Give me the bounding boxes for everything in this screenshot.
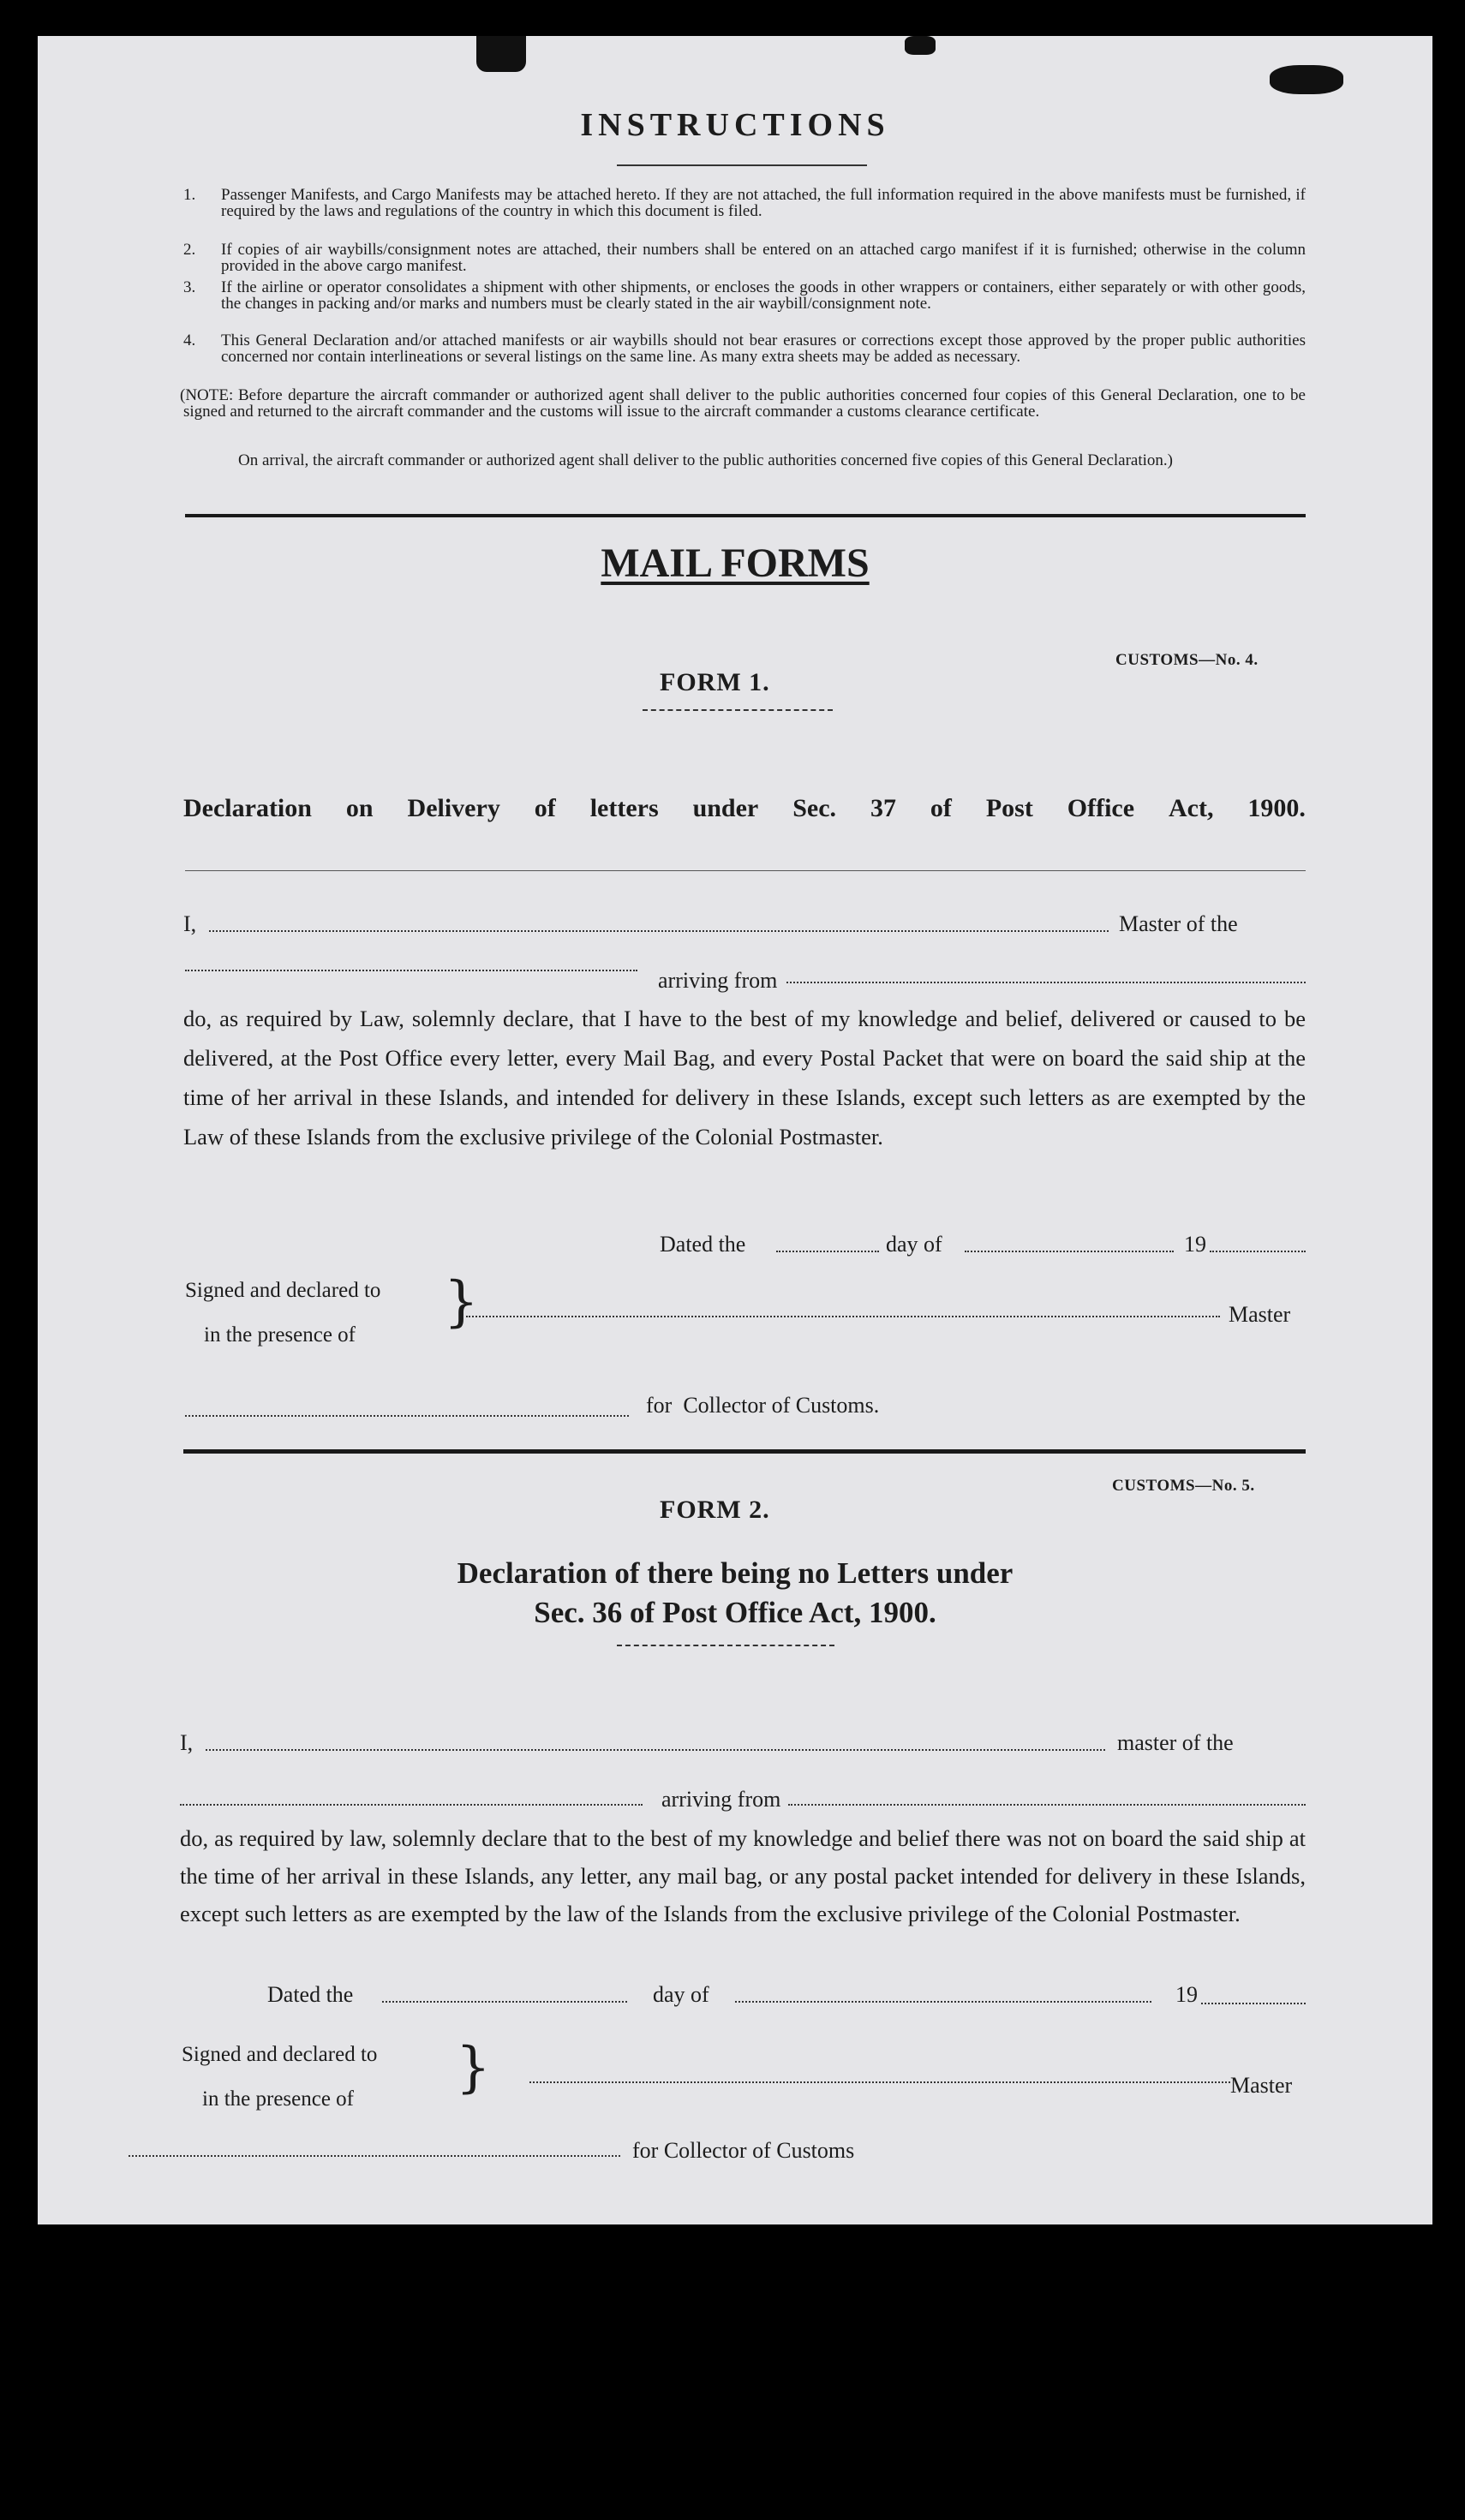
form2-collector-label: for Collector of Customs — [632, 2138, 855, 2163]
instruction-item-4 — [183, 332, 1306, 384]
form1-signed-line2: in the presence of — [204, 1323, 356, 1347]
heading-word: on — [345, 794, 374, 822]
heading-word: 37 — [870, 794, 896, 822]
form2-declaration-line1: Declaration of there being no Letters under — [457, 1556, 1014, 1590]
heading-word: 1900. — [1247, 794, 1306, 822]
form1-arriving-from: arriving from — [658, 968, 778, 993]
heading-word: Declaration — [183, 794, 312, 822]
form2-signed-line1: Signed and declared to — [182, 2043, 378, 2066]
instruction-note — [180, 386, 1306, 481]
form2-customs-number: CUSTOMS—No. 5. — [1112, 1477, 1255, 1495]
form2-master-label: Master — [1230, 2073, 1293, 2098]
form1-month-field[interactable] — [965, 1239, 1174, 1252]
heading-word: Post — [985, 794, 1033, 822]
ink-blot-right — [1270, 65, 1343, 94]
form1-master-label: Master — [1229, 1302, 1291, 1327]
form1-year-field[interactable] — [1210, 1239, 1306, 1252]
instruction-number: 4. — [183, 331, 196, 349]
heading-word: of — [534, 794, 556, 822]
form1-name-field[interactable] — [209, 918, 1109, 932]
form2-year-label: 19 — [1175, 1982, 1198, 2007]
form2-title-underline — [617, 1645, 834, 1647]
form2-name-field[interactable] — [206, 1737, 1105, 1751]
form1-title-underline — [643, 709, 833, 712]
section-divider — [185, 514, 1306, 517]
note-text-1: Before departure the aircraft commander or authorized agent shall deliver to the public authorities concerned four copies of this General Declaration, one to be signed and returned to the aircraft commander and the customs will issue to the aircraft commander a customs clearance certificate. — [183, 386, 1306, 421]
form-divider — [183, 1449, 1306, 1454]
form1-brace: } — [444, 1270, 479, 1334]
heading-word: Delivery — [407, 794, 500, 822]
form2-day-of: day of — [653, 1982, 709, 2007]
form1-body-text: do, as required by Law, solemnly declare, that I have to the best of my knowledge and belief, delivered or caused to be delivered, at the Post Office every letter, every Mail Bag, and every Postal Packet that were on board the said ship at the time of her arrival in these Islands, and intended for delivery in these Islands, except such letters as are exempted by the Law of these Islands from the exclusive privilege of the Colonial Postmaster. — [183, 1006, 1306, 1150]
note-text-2: On arrival, the aircraft commander or authorized agent shall deliver to the public authorities concerned five copies of this General Declaration.) — [238, 451, 1173, 469]
heading-word: under — [692, 794, 759, 822]
form2-collector-signature-field[interactable] — [129, 2143, 620, 2157]
form1-ship-field[interactable] — [185, 958, 637, 971]
form2-arriving-from: arriving from — [661, 1787, 781, 1812]
heading-word: letters — [589, 794, 659, 822]
title-underline — [617, 164, 867, 166]
instruction-text: Passenger Manifests, and Cargo Manifests may be attached hereto. If they are not attached, the full information required in the above manifests must be furnished, if required by the laws and regulations of the country in which this document is filed. — [221, 186, 1306, 220]
form1-i-label: I, — [183, 911, 197, 936]
form2-declaration-line2: Sec. 36 of Post Office Act, 1900. — [534, 1596, 936, 1629]
form1-customs-number: CUSTOMS—No. 4. — [1115, 651, 1259, 669]
form2-date-field[interactable] — [382, 1989, 627, 2003]
form1-dated-the: Dated the — [660, 1232, 746, 1257]
note-lead: (NOTE: — [180, 386, 234, 404]
form2-arriving-from-field[interactable] — [788, 1792, 1306, 1806]
form1-collector-signature-field[interactable] — [185, 1403, 629, 1417]
form2-body-text: do, as required by law, solemnly declare that to the best of my knowledge and belief there was not on board the said ship at the time of her arrival in these Islands, any letter, any mail bag, or any postal packet intended for delivery in these Islands, except such letters as are exempted by the law of the Islands from the exclusive privilege of the Colonial Postmaster. — [180, 1825, 1306, 1926]
form1-signed-line1: Signed and declared to — [185, 1279, 381, 1302]
instruction-number: 1. — [183, 186, 196, 204]
form2-year-field[interactable] — [1201, 1991, 1306, 2004]
form1-arriving-from-field[interactable] — [786, 970, 1306, 983]
ink-blot-left — [476, 36, 526, 72]
document-page — [38, 36, 1432, 2224]
instruction-text: If the airline or operator consolidates a shipment with other shipments, or encloses the goods in other wrappers or containers, either separately or with other goods, the changes in packing and/or marks and numbers must be clearly stated in the air waybill/consignment note. — [221, 278, 1306, 313]
form1-day-of: day of — [886, 1232, 942, 1257]
form2-dated-the: Dated the — [267, 1982, 354, 2007]
form1-master-signature-field[interactable] — [466, 1304, 1220, 1317]
form2-signed-line2: in the presence of — [202, 2087, 355, 2111]
heading-word: Sec. — [792, 794, 837, 822]
heading-word: of — [930, 794, 952, 822]
instruction-text: If copies of air waybills/consignment notes are attached, their numbers shall be entered on an attached cargo manifest if it is furnished; otherwise in the column provided in the above cargo manifest. — [221, 241, 1306, 275]
form2-month-field[interactable] — [735, 1989, 1151, 2003]
form2-ship-field[interactable] — [180, 1792, 643, 1806]
form2-master-of-the: master of the — [1117, 1730, 1234, 1755]
heading-word: Act, — [1168, 794, 1214, 822]
form1-master-of-the: Master of the — [1119, 911, 1238, 936]
instruction-text: This General Declaration and/or attached manifests or air waybills should not bear erasures or corrections except those approved by the proper public authorities concerned nor contain interlineations or several listings on the same line. As many extra sheets may be added as necessary. — [221, 331, 1306, 366]
instruction-number: 3. — [183, 278, 196, 296]
form1-heading-rule — [185, 870, 1306, 871]
instruction-item-1 — [183, 187, 1306, 238]
form1-year-label: 19 — [1184, 1232, 1206, 1257]
form2-master-signature-field[interactable] — [529, 2069, 1230, 2083]
ink-blot-middle — [905, 36, 936, 55]
form2-title: FORM 2. — [660, 1496, 770, 1524]
heading-word: Office — [1067, 794, 1135, 822]
instruction-item-3 — [183, 279, 1306, 331]
form2-i-label: I, — [180, 1730, 194, 1755]
form2-brace: } — [456, 2036, 491, 2099]
instruction-number: 2. — [183, 241, 196, 259]
instruction-item-2 — [183, 242, 1306, 276]
form1-date-field[interactable] — [776, 1239, 879, 1252]
form1-collector-label: for Collector of Customs. — [646, 1393, 880, 1418]
form1-declaration-heading — [183, 794, 1306, 823]
instructions-title: INSTRUCTIONS — [580, 107, 890, 143]
form1-title: FORM 1. — [660, 668, 770, 696]
mail-forms-title: MAIL FORMS — [601, 540, 870, 586]
